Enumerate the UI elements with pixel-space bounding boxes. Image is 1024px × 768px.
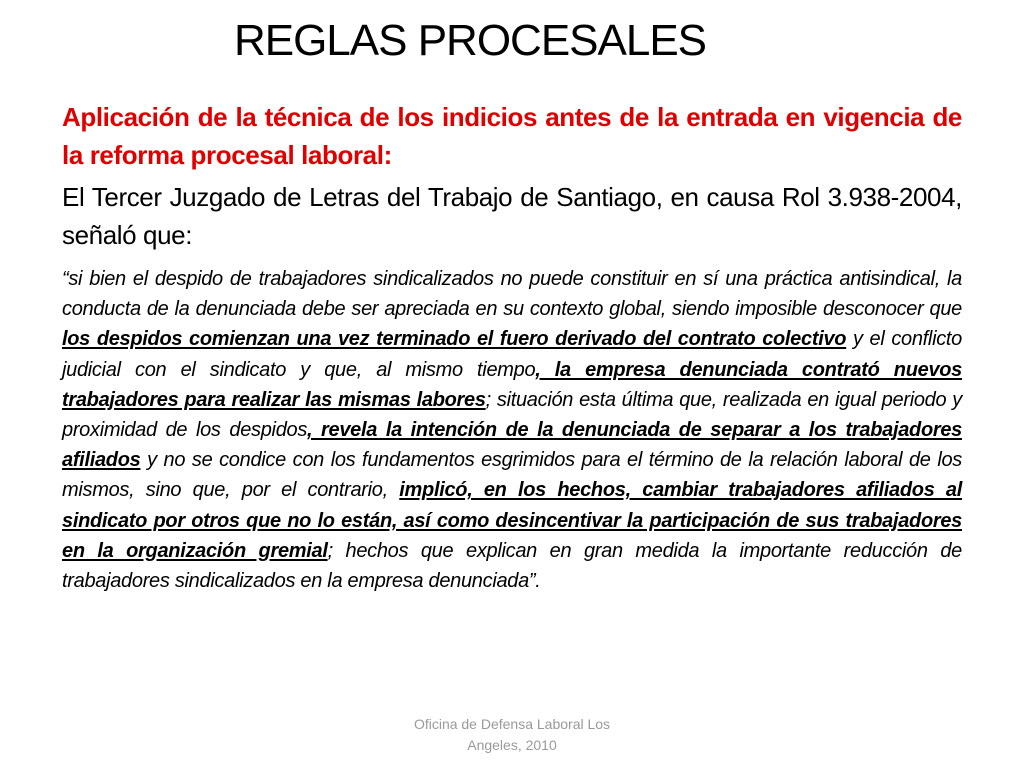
quote-emphasis: implicó, en los hechos, cambiar trabajadores afiliados al sindicato por otros que no lo están, así como desincentivar la participación de sus trabajadores en la organización gremial — [62, 479, 962, 562]
section-heading: Aplicación de la técnica de los indicios antes de la entrada en vigencia de la reforma procesal laboral: — [62, 102, 962, 170]
quote-emphasis: , la empresa denunciada contrató nuevos trabajadores para realizar las mismas labores — [62, 358, 963, 411]
footer-line: Angeles, 2010 — [467, 737, 557, 753]
quote-text: y no se condice con los fundamentos esgrimidos para el término de la relación laboral de los mismos, sino que, por el contrario, — [62, 449, 962, 502]
court-quote — [62, 264, 962, 596]
quote-text: ; hechos que explican en gran medida la importante reducción de trabajadores sindicalizados en la empresa denunciada”. — [62, 539, 962, 593]
quote-emphasis: los despidos comienzan una vez terminado el fuero derivado del contrato colectivo — [62, 328, 847, 351]
quote-text: “si bien el despido de trabajadores sindicalizados no puede constituir en sí una práctica antisindical, la conducta de la denunciada debe ser apreciada en su contexto global, siendo imposible desconocer que — [62, 268, 962, 321]
intro-paragraph: El Tercer Juzgado de Letras del Trabajo de Santiago, en causa Rol 3.938-2004, señaló que: — [62, 182, 962, 250]
slide-footer — [372, 714, 652, 756]
quote-text: ; situación esta última que, realizada en igual periodo y proximidad de los despidos — [62, 388, 962, 442]
slide-content — [62, 98, 962, 596]
slide-title: REGLAS PROCESALES — [233, 16, 707, 65]
quote-emphasis: , revela la intención de la denunciada de separar a los trabajadores afiliados — [62, 419, 962, 472]
quote-text: y el conflicto judicial con el sindicato y que, al mismo tiempo — [62, 328, 962, 381]
footer-line: Oficina de Defensa Laboral Los — [413, 716, 611, 732]
